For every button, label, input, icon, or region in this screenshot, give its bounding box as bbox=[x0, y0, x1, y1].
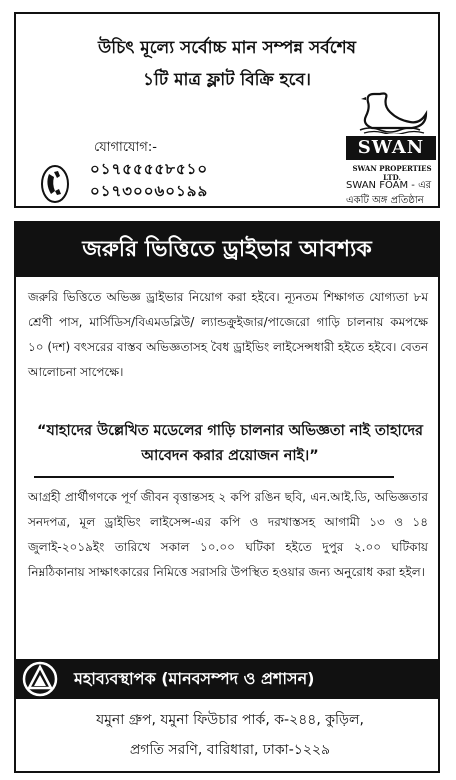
organization-logo bbox=[22, 661, 58, 697]
footer-bar bbox=[16, 659, 438, 699]
phone-number-2: ০১৭৩০০৬০১৯৯ bbox=[90, 182, 209, 200]
headline-line-2: ১টি মাত্র ফ্লাট বিক্রি হবে। bbox=[143, 70, 311, 90]
phone-numbers bbox=[90, 158, 208, 202]
swan-foam-note bbox=[346, 178, 456, 208]
footer-address bbox=[30, 705, 430, 765]
contact-label: যোগাযোগ:- bbox=[94, 140, 157, 155]
headline-line-1: উচিৎ মূল্যে সর্বোচ্চ মান সম্পন্ন সর্বশেষ bbox=[97, 38, 357, 58]
address-line-1: যমুনা গ্রুপ, যমুনা ফিউচার পার্ক, ক-২৪৪, কুড়িল, bbox=[96, 712, 364, 728]
swan-foam-line-1: SWAN FOAM - এর bbox=[346, 180, 432, 191]
swan-properties-label: SWAN PROPERTIES LTD. bbox=[352, 164, 432, 182]
quote-underline bbox=[34, 476, 394, 478]
ad-title: জরুরি ভিত্তিতে ড্রাইভার আবশ্যক bbox=[16, 223, 438, 277]
swan-wordmark: SWAN bbox=[346, 136, 436, 160]
flat-sale-headline bbox=[26, 32, 428, 96]
ad-footer bbox=[16, 659, 438, 771]
application-paragraph: আগ্রহী প্রার্থীগণকে পূর্ণ জীবন বৃত্তান্তসহ ২ কপি রঙিন ছবি, এন.আই.ডি, অভিজ্ঞতার সনদপত্র, মূল ড্রাইভিং লাইসেন্স-এর কপি ও দরখাস্তসহ আগামী ১৩ ও ১৪ জুলাই-২০১৯ইং তারিখে সকাল ১০.০০ ঘটিকা হইতে দুপুর ২.০০ ঘটিকায় নিম্নঠিকানায় সাক্ষাৎকারের নিমিত্তে সরাসরি উপস্থিত হওয়ার জন্য অনুরোধ করা হইল। bbox=[28, 490, 428, 579]
phone-icon bbox=[40, 164, 70, 204]
requirements-paragraph: জরুরি ভিত্তিতে অভিজ্ঞ ড্রাইভার নিয়োগ করা হইবে। ন্যূনতম শিক্ষাগত যোগ্যতা ৮ম শ্রেণী পাস, মার্সিডিস/বিএমডব্লিউ/ ল্যান্ডক্রুইজার/পাজেরো গাড়ি চালনায় কমপক্ষে ১০ (দশ) বৎসরের বাস্তব অভিজ্ঞতাসহ বৈধ ড্রাইভিং লাইসেন্সধারী হইতে হইবে। বেতন আলোচনা সাপেক্ষে। bbox=[28, 290, 428, 379]
emphasis-quote: “যাহাদের উল্লেখিত মডেলের গাড়ি চালনার অভিজ্ঞতা নাই তাহাদের আবেদন করার প্রয়োজন নাই।” bbox=[37, 423, 423, 464]
phone-number-1: ০১৭৫৫৫৫৮৫১০ bbox=[90, 160, 209, 178]
footer-title: মহাব্যবস্থাপক (মানবসম্পদ ও প্রশাসন) bbox=[74, 669, 315, 688]
swan-foam-line-2: একটি অঙ্গ প্রতিষ্ঠান bbox=[346, 195, 424, 206]
flat-sale-ad bbox=[14, 12, 440, 208]
swan-logo bbox=[354, 88, 432, 134]
driver-wanted-ad bbox=[14, 221, 440, 773]
address-line-2: প্রগতি সরণি, বারিধারা, ঢাকা-১২২৯ bbox=[129, 742, 331, 758]
